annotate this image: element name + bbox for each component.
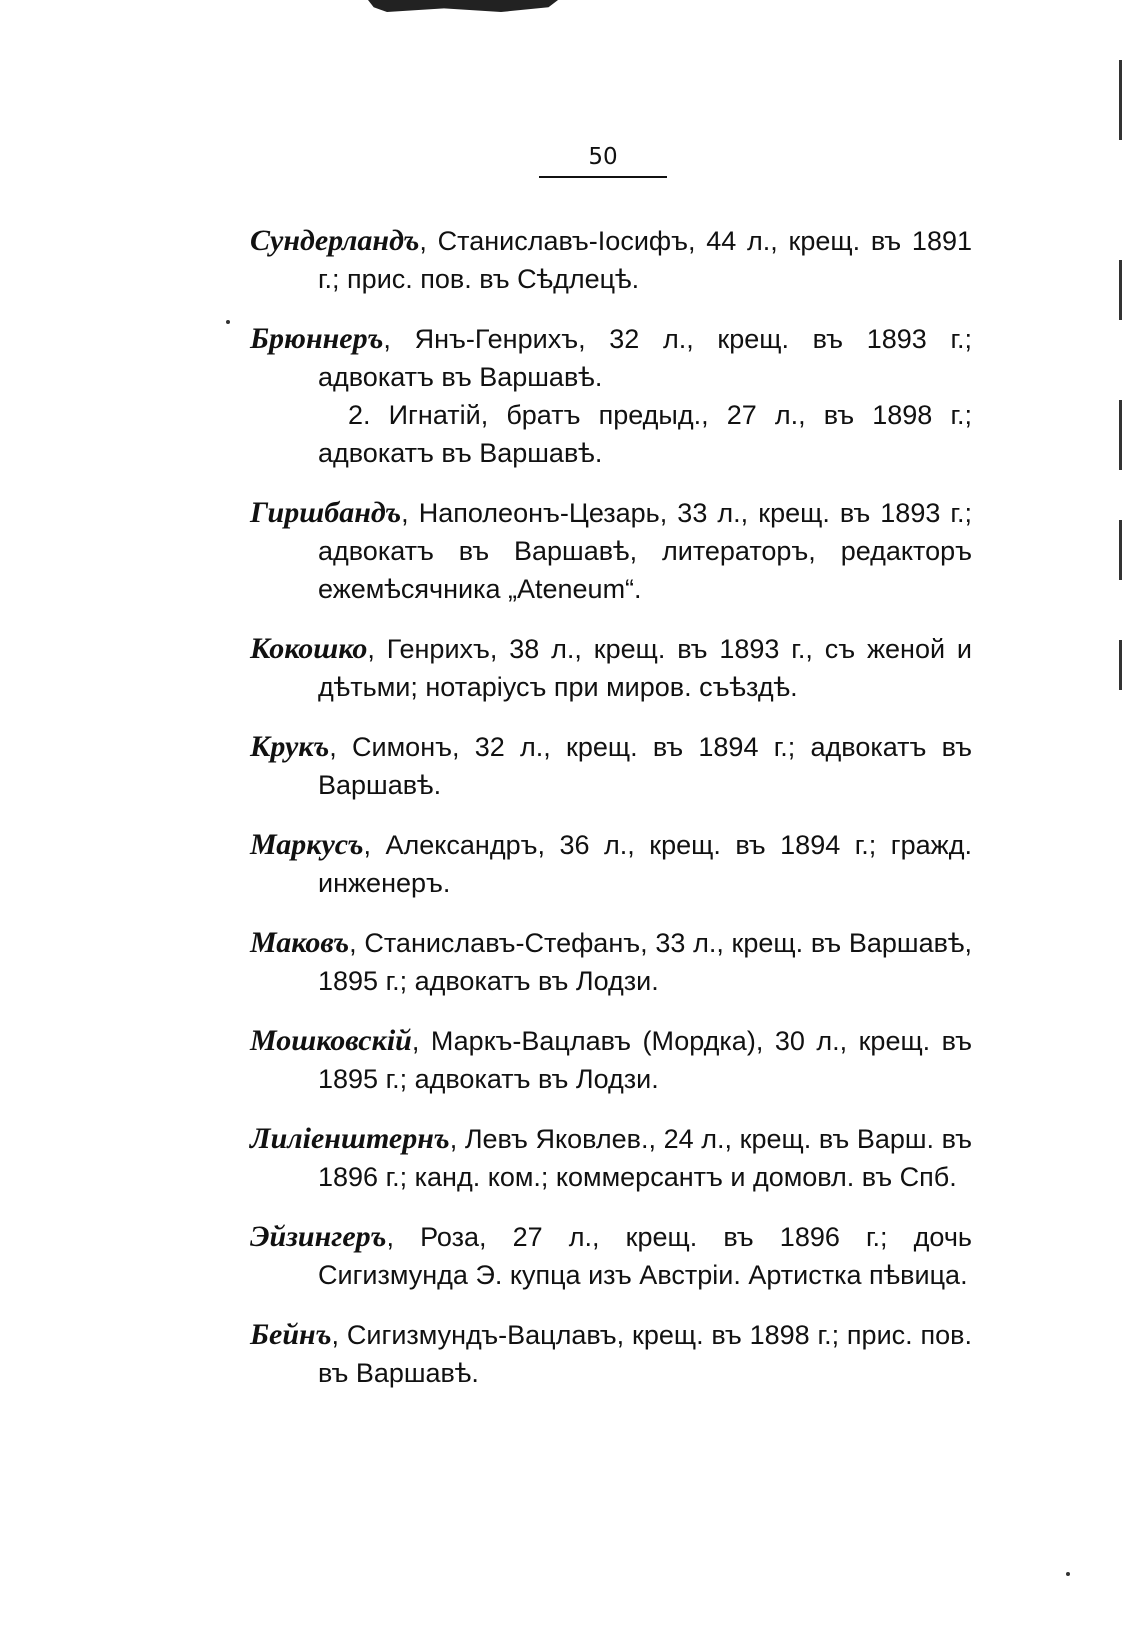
page-number-rule bbox=[539, 176, 667, 178]
entry bbox=[250, 1022, 972, 1098]
entry-text: , Станиславъ-Іосифъ, 44 л., крещ. въ 1891 г.; прис. пов. въ Сѣдлецѣ. bbox=[318, 226, 972, 294]
entry bbox=[250, 1218, 972, 1294]
scan-edge-line bbox=[1119, 260, 1122, 320]
scan-speck bbox=[1066, 1572, 1070, 1576]
entry-text: , Маркъ-Вацлавъ (Мордка), 30 л., крещ. въ 1895 г.; адвокатъ въ Лодзи. bbox=[318, 1026, 972, 1094]
scan-speck bbox=[226, 320, 230, 324]
entry-text: , Роза, 27 л., крещ. въ 1896 г.; дочь Сигизмунда Э. купца изъ Австріи. Артистка пѣвица. bbox=[318, 1222, 972, 1290]
entry-text: , Наполеонъ-Цезарь, 33 л., крещ. въ 1893 г.; адвокатъ въ Варшавѣ, литераторъ, редакторъ ежемѣсячника „Ateneum“. bbox=[318, 498, 972, 604]
scan-edge-line bbox=[1119, 400, 1122, 470]
entry bbox=[250, 222, 972, 298]
entry-surname: Сундерландъ bbox=[250, 224, 420, 257]
page-header bbox=[538, 142, 668, 178]
entry bbox=[250, 494, 972, 608]
entry-surname: Лиліенштернъ bbox=[250, 1122, 450, 1155]
entry bbox=[250, 728, 972, 804]
entry-surname: Брюннеръ bbox=[250, 322, 384, 355]
scan-edge-line bbox=[1119, 640, 1122, 690]
entry bbox=[250, 320, 972, 472]
scan-edge-line bbox=[1119, 60, 1122, 140]
entry bbox=[250, 1120, 972, 1196]
entry-surname: Гиршбандъ bbox=[250, 496, 402, 529]
entry-list bbox=[250, 222, 972, 1392]
entry-text: , Симонъ, 32 л., крещ. въ 1894 г.; адвокатъ въ Варшавѣ. bbox=[318, 732, 972, 800]
entry-surname: Бейнъ bbox=[250, 1318, 332, 1351]
entry-surname: Маркусъ bbox=[250, 828, 364, 861]
page-number: 50 bbox=[588, 144, 618, 170]
entry-text: , Сигизмундъ-Вацлавъ, крещ. въ 1898 г.; прис. пов. въ Варшавѣ. bbox=[318, 1320, 972, 1388]
entry-surname: Эйзингеръ bbox=[250, 1220, 387, 1253]
entry-text: , Левъ Яковлев., 24 л., крещ. въ Варш. въ 1896 г.; канд. ком.; коммерсантъ и домовл. въ Спб. bbox=[318, 1124, 972, 1192]
scan-edge-line bbox=[1119, 520, 1122, 580]
entry-surname: Маковъ bbox=[250, 926, 350, 959]
entry-surname: Кокошко bbox=[250, 632, 368, 665]
scan-artifact-top bbox=[368, 0, 558, 12]
entry-continuation: 2. Игнатій, братъ предыд., 27 л., въ 1898 г.; адвокатъ въ Варшавѣ. bbox=[318, 400, 972, 468]
entry-surname: Мошковскій bbox=[250, 1024, 412, 1057]
entry-text: , Станиславъ-Стефанъ, 33 л., крещ. въ Варшавѣ, 1895 г.; адвокатъ въ Лодзи. bbox=[318, 928, 972, 996]
entry bbox=[250, 826, 972, 902]
entry bbox=[250, 1316, 972, 1392]
entry-surname: Крукъ bbox=[250, 730, 330, 763]
entry-text: , Генрихъ, 38 л., крещ. въ 1893 г., съ женой и дѣтьми; нотаріусъ при миров. съѣздѣ. bbox=[318, 634, 972, 702]
entry-text: , Александръ, 36 л., крещ. въ 1894 г.; гражд. инженеръ. bbox=[318, 830, 972, 898]
entry-text: , Янъ-Генрихъ, 32 л., крещ. въ 1893 г.; адвокатъ въ Варшавѣ. bbox=[318, 324, 972, 392]
entry bbox=[250, 924, 972, 1000]
entry bbox=[250, 630, 972, 706]
